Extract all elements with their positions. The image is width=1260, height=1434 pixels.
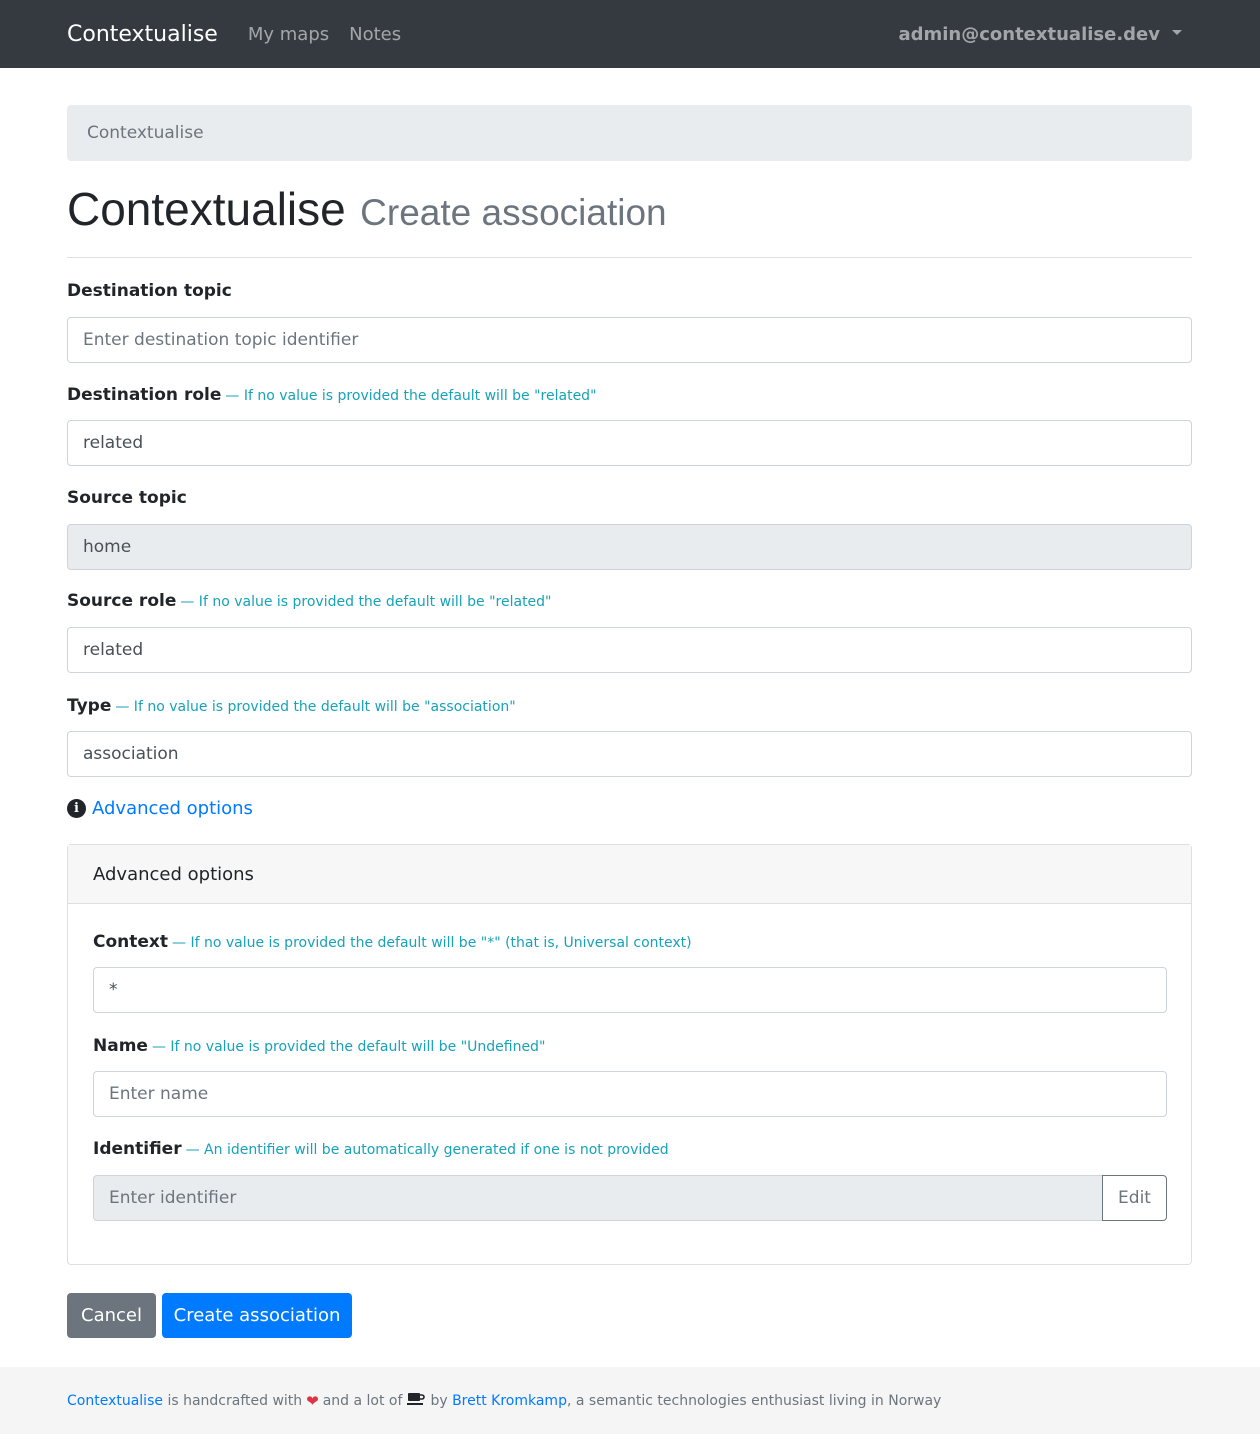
context-hint: — If no value is provided the default will be "*" (that is, Universal context) [172,935,692,951]
source-topic-label [67,488,187,508]
footer [0,1367,1260,1434]
footer-author-link[interactable]: Brett Kromkamp [452,1392,567,1409]
navbar-brand[interactable]: Contextualise [67,21,218,47]
type-label [67,696,516,716]
identifier-label [93,1139,669,1159]
advanced-options-card [67,844,1192,1265]
footer-text-4: , a semantic technologies enthusiast living in Norway [566,1392,942,1409]
coffee-icon [407,1392,425,1410]
context-input[interactable]: * [93,967,1167,1013]
navbar [0,0,1260,68]
source-role-hint: — If no value is provided the default will be "related" [180,594,552,610]
advanced-options-header [68,845,1191,904]
page-title [67,182,667,236]
advanced-options-link[interactable]: Advanced options [92,798,253,819]
destination-role-label-text: Destination role [67,385,222,405]
cancel-button[interactable]: Cancel [67,1293,156,1338]
destination-topic-label-text: Destination topic [67,281,232,301]
title-divider [67,257,1192,258]
breadcrumb-item[interactable]: Contextualise [87,123,204,143]
nav-link-notes[interactable]: Notes [349,23,402,45]
identifier-hint: — An identifier will be automatically generated if one is not provided [185,1142,669,1158]
destination-role-input[interactable]: related [67,420,1192,466]
name-label-text: Name [93,1036,148,1056]
source-topic-input: home [67,524,1192,570]
footer-text-1-content: is handcrafted with [167,1392,303,1409]
footer-text-2: and a lot of [322,1392,403,1409]
advanced-options-toggle[interactable] [67,798,253,819]
page-title-main: Contextualise [67,183,346,235]
identifier-edit-button[interactable]: Edit [1102,1175,1167,1221]
identifier-input: Enter identifier [93,1175,1102,1221]
heart-icon: ❤ [306,1391,319,1410]
identifier-input-group [93,1175,1167,1221]
nav-link-my-maps[interactable]: My maps [247,23,330,45]
destination-role-label [67,385,597,405]
type-label-text: Type [67,696,112,716]
user-email: admin@contextualise.dev [898,23,1160,45]
caret-down-icon [1172,30,1182,35]
destination-topic-label [67,281,232,301]
footer-brand-link[interactable]: Contextualise [67,1392,163,1409]
source-role-label-text: Source role [67,591,177,611]
type-input[interactable]: association [67,731,1192,777]
advanced-options-header-text: Advanced options [93,863,254,885]
footer-text-1 [163,1393,302,1409]
destination-topic-input[interactable]: Enter destination topic identifier [67,317,1192,363]
context-label [93,932,692,952]
source-topic-label-text: Source topic [67,488,187,508]
name-label [93,1036,545,1056]
context-label-text: Context [93,932,169,952]
destination-role-hint: — If no value is provided the default will be "related" [225,388,597,404]
source-role-input[interactable]: related [67,627,1192,673]
name-input[interactable]: Enter name [93,1071,1167,1117]
footer-text-3: by [430,1392,448,1409]
identifier-label-text: Identifier [93,1139,182,1159]
name-hint: — If no value is provided the default will be "Undefined" [151,1039,546,1055]
type-hint: — If no value is provided the default will be "association" [115,699,516,715]
breadcrumb [67,105,1192,161]
user-menu-dropdown[interactable] [898,24,1182,45]
page-title-sub: Create association [360,192,667,233]
create-association-button[interactable]: Create association [162,1293,352,1338]
source-role-label [67,591,552,611]
info-icon: i [67,799,86,818]
